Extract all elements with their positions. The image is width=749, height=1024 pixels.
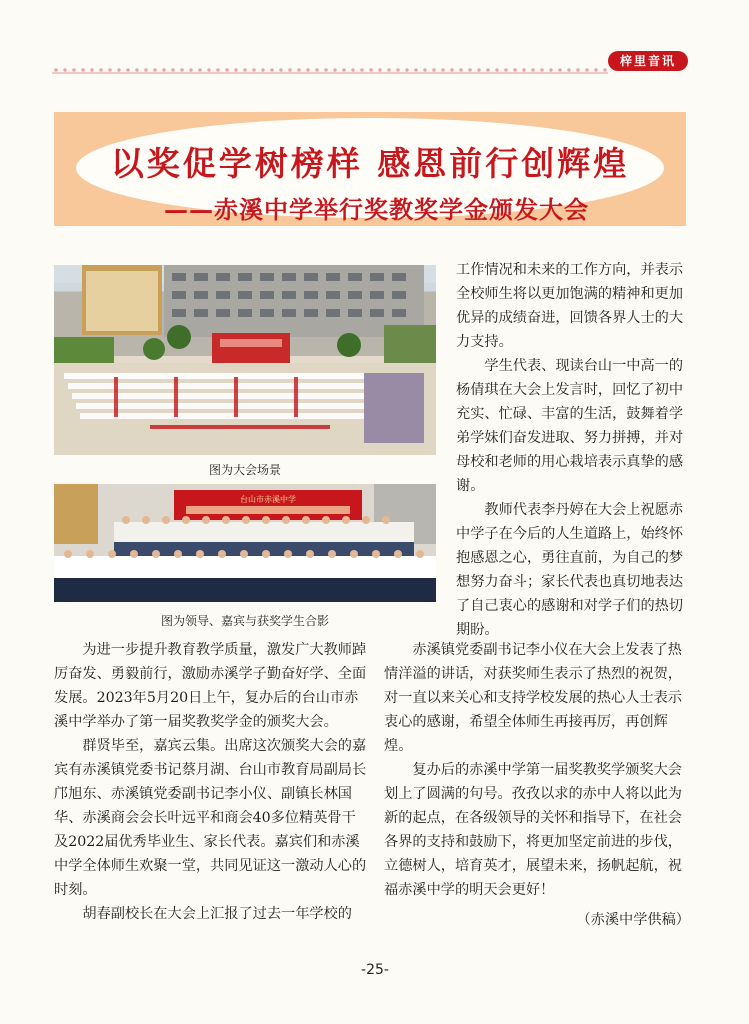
photo1-caption: 图为大会场景 xyxy=(208,463,281,477)
photo2-caption: 图为领导、嘉宾与获奖学生合影 xyxy=(160,614,329,628)
ceremony-scene-illustration xyxy=(54,265,436,455)
section-badge: 梓里音讯 xyxy=(608,51,688,71)
article-column-right-bottom xyxy=(384,638,690,932)
paragraph: 为进一步提升教育教学质量，激发广大教师踔厉奋发、勇毅前行，激励赤溪学子勤奋好学、全面发展。2023年5月20日上午，复办后的台山市赤溪中学举办了第一届奖教奖学金的颁奖大会。 xyxy=(54,642,367,730)
paragraph: 赤溪镇党委副书记李小仪在大会上发表了热情洋溢的讲话，对获奖师生表示了热烈的祝贺，对一直以来关心和支持学校发展的热心人士表示衷心的感谢，希望全体师生再接再厉，再创辉煌。 xyxy=(384,642,682,754)
group-photo xyxy=(54,484,436,602)
article-subtitle: ——赤溪中学举行奖教奖学金颁发大会 xyxy=(164,195,589,224)
paragraph: 工作情况和未来的工作方向，并表示全校师生将以更加饱满的精神和更加优异的成绩奋进，回馈各界人士的大力支持。 xyxy=(456,262,684,350)
article-title: 以奖促学树榜样 感恩前行创辉煌 xyxy=(110,144,630,183)
title-banner xyxy=(54,112,686,226)
article-column-left xyxy=(54,638,368,926)
page-number: -25- xyxy=(361,962,389,978)
photo2-banner-label: 台山市赤溪中学 xyxy=(240,495,296,504)
paragraph: 群贤毕至，嘉宾云集。出席这次颁奖大会的嘉宾有赤溪镇党委书记蔡月湖、台山市教育局副局长邝旭东、赤溪镇党委副书记李小仪、副镇长林国华、赤溪商会会长叶远平和商会40多位精英骨干及2022届优秀毕业生、家长代表。嘉宾们和赤溪中学全体师生欢聚一堂，共同见证这一激动人心的时刻。 xyxy=(54,738,367,898)
header-rule xyxy=(52,72,608,74)
article-signoff: （赤溪中学供稿） xyxy=(576,912,690,928)
ceremony-scene-photo xyxy=(54,265,436,455)
paragraph: 学生代表、现读台山一中高一的杨倩琪在大会上发言时，回忆了初中充实、忙碌、丰富的生活，鼓舞着学弟学妹们奋发进取、努力拼搏，并对母校和老师的用心栽培表示真挚的感谢。 xyxy=(456,358,684,494)
group-photo-illustration xyxy=(54,484,436,602)
paragraph: 复办后的赤溪中学第一届奖教奖学颁奖大会划上了圆满的句号。孜孜以求的赤中人将以此为新的起点，在各级领导的关怀和指导下，在社会各界的支持和鼓励下，将更加坚定前进的步伐，立德树人，培育英才，展望未来，扬帆起航，祝福赤溪中学的明天会更好！ xyxy=(384,762,682,898)
article-column-right-top xyxy=(456,258,691,642)
paragraph: 教师代表李丹婷在大会上祝愿赤中学子在今后的人生道路上，始终怀抱感恩之心，勇往直前，为自己的梦想努力奋斗；家长代表也真切地表达了自己衷心的感谢和对学子们的热切期盼。 xyxy=(456,502,684,638)
paragraph: 胡春副校长在大会上汇报了过去一年学校的 xyxy=(82,906,352,922)
